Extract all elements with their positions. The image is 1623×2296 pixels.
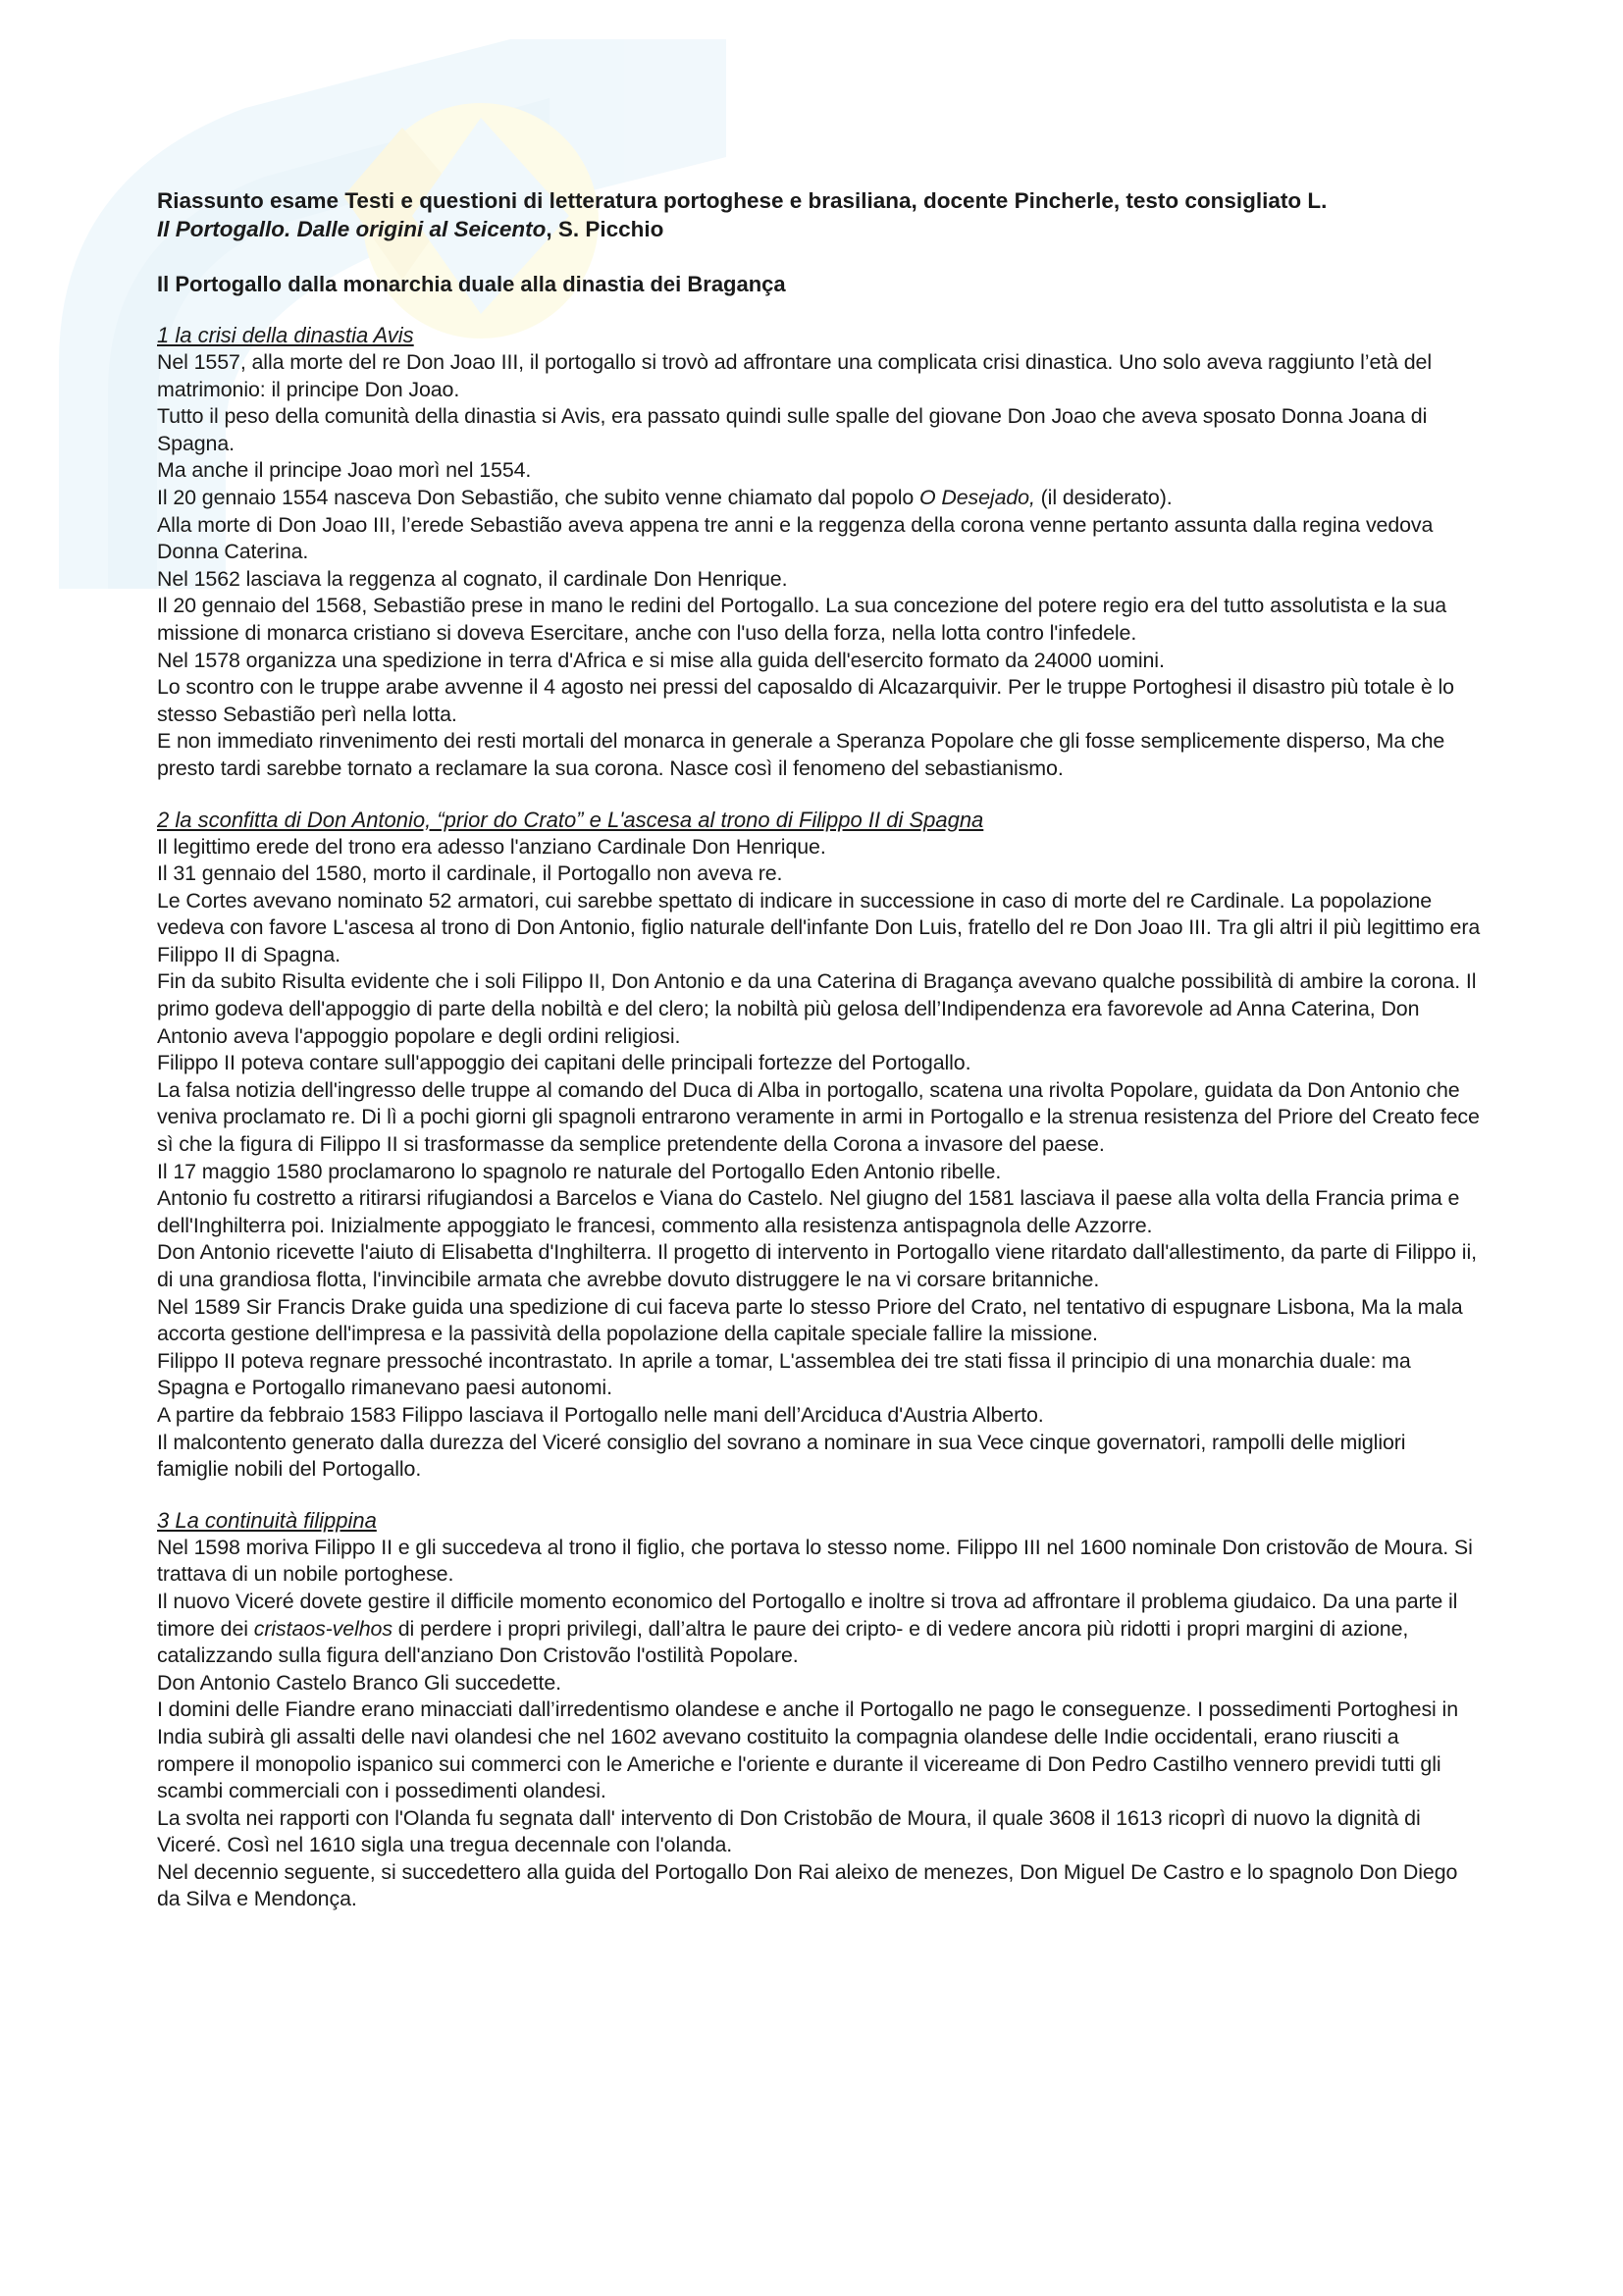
paragraph: Fin da subito Risulta evidente che i soli Filippo II, Don Antonio e da una Caterina di Bragança avevano qualche possibilità di ambire la corona. Il primo godeva dell'appoggio di parte della nobiltà e del clero; la nobiltà più gelosa dell’Indipendenza era favorevole ad Anna Caterina, Don Antonio aveva l'appoggio popolare e degli ordini religiosi. — [157, 969, 1477, 1048]
paragraph: Antonio fu costretto a ritirarsi rifugiandosi a Barcelos e Viana do Castelo. Nel giugno del 1581 lasciava il paese alla volta della Francia prima e dell'Inghilterra poi. Inizialmente appoggiato le francesi, commento alla resistenza antispagnola delle Azzorre. — [157, 1186, 1460, 1237]
paragraph-text: Il nuovo Viceré dovete gestire il difficile momento economico del Portogallo e inoltre si trova ad affrontare il problema giudaico. Da una parte il timore dei — [157, 1589, 1458, 1641]
paragraph: Filippo II poteva regnare pressoché incontrastato. In aprile a tomar, L'assemblea dei tre stati fissa il principio di una monarchia duale: ma Spagna e Portogallo rimanevano paesi autonomi. — [157, 1348, 1411, 1400]
paragraph-text: di perdere i propri privilegi, dall’altra le paure dei cripto- e di vedere ancora più ridotti i propri margini di azione, catalizzando sulla figura dell'anziano Don Cristovão l'ostilità Popolare. — [157, 1616, 1409, 1668]
paragraph-text: (il desiderato). — [1034, 485, 1173, 509]
title-author: , S. Picchio — [546, 217, 664, 241]
paragraph: Nel 1562 lasciava la reggenza al cognato, il cardinale Don Henrique. — [157, 566, 788, 591]
paragraph-emphasis: O Desejado, — [919, 485, 1035, 509]
paragraph: Nel 1557, alla morte del re Don Joao III, il portogallo si trovò ad affrontare una complicata crisi dinastica. Uno solo aveva raggiunto l’età del matrimonio: il principe Don Joao. — [157, 350, 1432, 401]
paragraph: Alla morte di Don Joao III, l’erede Sebastião aveva appena tre anni e la reggenza della corona venne pertanto assunta dalla regina vedova Donna Caterina. — [157, 512, 1434, 564]
section-heading: Il Portogallo dalla monarchia duale alla dinastia dei Bragança — [157, 272, 786, 296]
paragraph: La svolta nei rapporti con l'Olanda fu segnata dall' intervento di Don Cristobão de Moura, il quale 3608 il 1613 ricoprì di nuovo la dignità di Viceré. Così nel 1610 sigla una tregua decennale con l'olanda. — [157, 1805, 1421, 1857]
subsection-1 — [157, 322, 1482, 783]
document-title — [157, 186, 1482, 243]
paragraph: Nel 1589 Sir Francis Drake guida una spedizione di cui faceva parte lo stesso Priore del Crato, nel tentativo di espugnare Lisbona, Ma la mala accorta gestione dell'impresa e la passività della popolazione della capitale speciale fallire la missione. — [157, 1294, 1463, 1346]
title-text: Riassunto esame Testi e questioni di letteratura portoghese e brasiliana, docente Pincherle, testo consigliato L. — [157, 188, 1328, 213]
paragraph: Le Cortes avevano nominato 52 armatori, cui sarebbe spettato di indicare in successione in caso di morte del re Cardinale. La popolazione vedeva con favore L'ascesa al trono di Don Antonio, figlio naturale dell'infante Don Luis, fratello del re Don Joao III. Tra gli altri il più legittimo era Filippo II di Spagna. — [157, 888, 1481, 966]
paragraph: Il 20 gennaio del 1568, Sebastião prese in mano le redini del Portogallo. La sua concezione del potere regio era del tutto assolutista e la sua missione di monarca cristiano si doveva Esercitare, anche con l'uso della forza, nella lotta contro l'infedele. — [157, 594, 1446, 645]
title-book: Il Portogallo. Dalle origini al Seicento — [157, 217, 547, 241]
document-page — [157, 186, 1482, 1913]
paragraph: Tutto il peso della comunità della dinastia si Avis, era passato quindi sulle spalle del giovane Don Joao che aveva sposato Donna Joana di Spagna. — [157, 404, 1428, 455]
paragraph: A partire da febbraio 1583 Filippo lasciava il Portogallo nelle mani dell’Arciduca d'Austria Alberto. — [157, 1402, 1044, 1427]
paragraph — [157, 1589, 1482, 1670]
paragraph: Il 17 maggio 1580 proclamarono lo spagnolo re naturale del Portogallo Eden Antonio ribelle. — [157, 1159, 1002, 1183]
paragraph: I domini delle Fiandre erano minacciati dall’irredentismo olandese e anche il Portogallo ne pago le conseguenze. I possedimenti Portoghesi in India subirà gli assalti delle navi olandesi che nel 1602 avevano costituito la compagnia olandese delle Indie occidentali, erano riusciti a rompere il monopolio ispanico sui commerci con le Americhe e l'oriente e durante il vicereame di Don Pedro Castilho vennero previdi tutti gli scambi commerciali con i possedimenti olandesi. — [157, 1697, 1458, 1803]
paragraph: Lo scontro con le truppe arabe avvenne il 4 agosto nei pressi del caposaldo di Alcazarquivir. Per le truppe Portoghesi il disastro più totale è lo stesso Sebastião perì nella lotta. — [157, 675, 1454, 726]
paragraph: Nel 1578 organizza una spedizione in terra d'Africa e si mise alla guida dell'esercito formato da 24000 uomini. — [157, 648, 1165, 672]
subsection-heading: 2 la sconfitta di Don Antonio, “prior do Crato” e L'ascesa al trono di Filippo II di Spagna — [157, 807, 984, 832]
subsection-heading: 3 La continuità filippina — [157, 1507, 377, 1533]
paragraph: La falsa notizia dell'ingresso delle truppe al comando del Duca di Alba in portogallo, scatena una rivolta Popolare, guidata da Don Antonio che veniva proclamato re. Di lì a pochi giorni gli spagnoli entrarono veramente in armi in Portogallo e la strenua resistenza del Priore del Creato fece sì che la figura di Filippo II si trasformasse da semplice pretendente della Corona a invasore del paese. — [157, 1077, 1480, 1157]
paragraph — [157, 485, 1482, 512]
paragraph: E non immediato rinvenimento dei resti mortali del monarca in generale a Speranza Popolare che gli fosse semplicemente disperso, Ma che presto tardi sarebbe tornato a reclamare la sua corona. Nasce così il fenomeno del sebastianismo. — [157, 729, 1445, 780]
paragraph: Don Antonio Castelo Branco Gli succedette. — [157, 1670, 561, 1695]
paragraph-text: Il 20 gennaio 1554 nasceva Don Sebastião, che subito venne chiamato dal popolo — [157, 485, 919, 509]
paragraph: Il 31 gennaio del 1580, morto il cardinale, il Portogallo non aveva re. — [157, 861, 783, 886]
paragraph: Filippo II poteva contare sull'appoggio dei capitani delle principali fortezze del Portogallo. — [157, 1051, 971, 1075]
paragraph: Nel 1598 moriva Filippo II e gli succedeva al trono il figlio, che portava lo stesso nome. Filippo III nel 1600 nominale Don cristovão de Moura. Si trattava di un nobile portoghese. — [157, 1535, 1473, 1587]
paragraph-emphasis: cristaos-velhos — [253, 1616, 393, 1641]
subsection-2 — [157, 807, 1482, 1484]
subsection-3 — [157, 1507, 1482, 1913]
paragraph: Ma anche il principe Joao morì nel 1554. — [157, 458, 532, 483]
paragraph: Il legittimo erede del trono era adesso l'anziano Cardinale Don Henrique. — [157, 834, 826, 859]
paragraph: Il malcontento generato dalla durezza del Viceré consiglio del sovrano a nominare in sua Vece cinque governatori, rampolli delle migliori famiglie nobili del Portogallo. — [157, 1430, 1406, 1482]
paragraph: Nel decennio seguente, si succedettero alla guida del Portogallo Don Rai aleixo de menezes, Don Miguel De Castro e lo spagnolo Don Diego da Silva e Mendonça. — [157, 1859, 1458, 1911]
subsection-heading: 1 la crisi della dinastia Avis — [157, 323, 414, 347]
paragraph: Don Antonio ricevette l'aiuto di Elisabetta d'Inghilterra. Il progetto di intervento in Portogallo viene ritardato dall'allestimento, da parte di Filippo ii, di una grandiosa flotta, l'invincibile armata che avrebbe dovuto distruggere le na vi corsare britanniche. — [157, 1240, 1477, 1291]
